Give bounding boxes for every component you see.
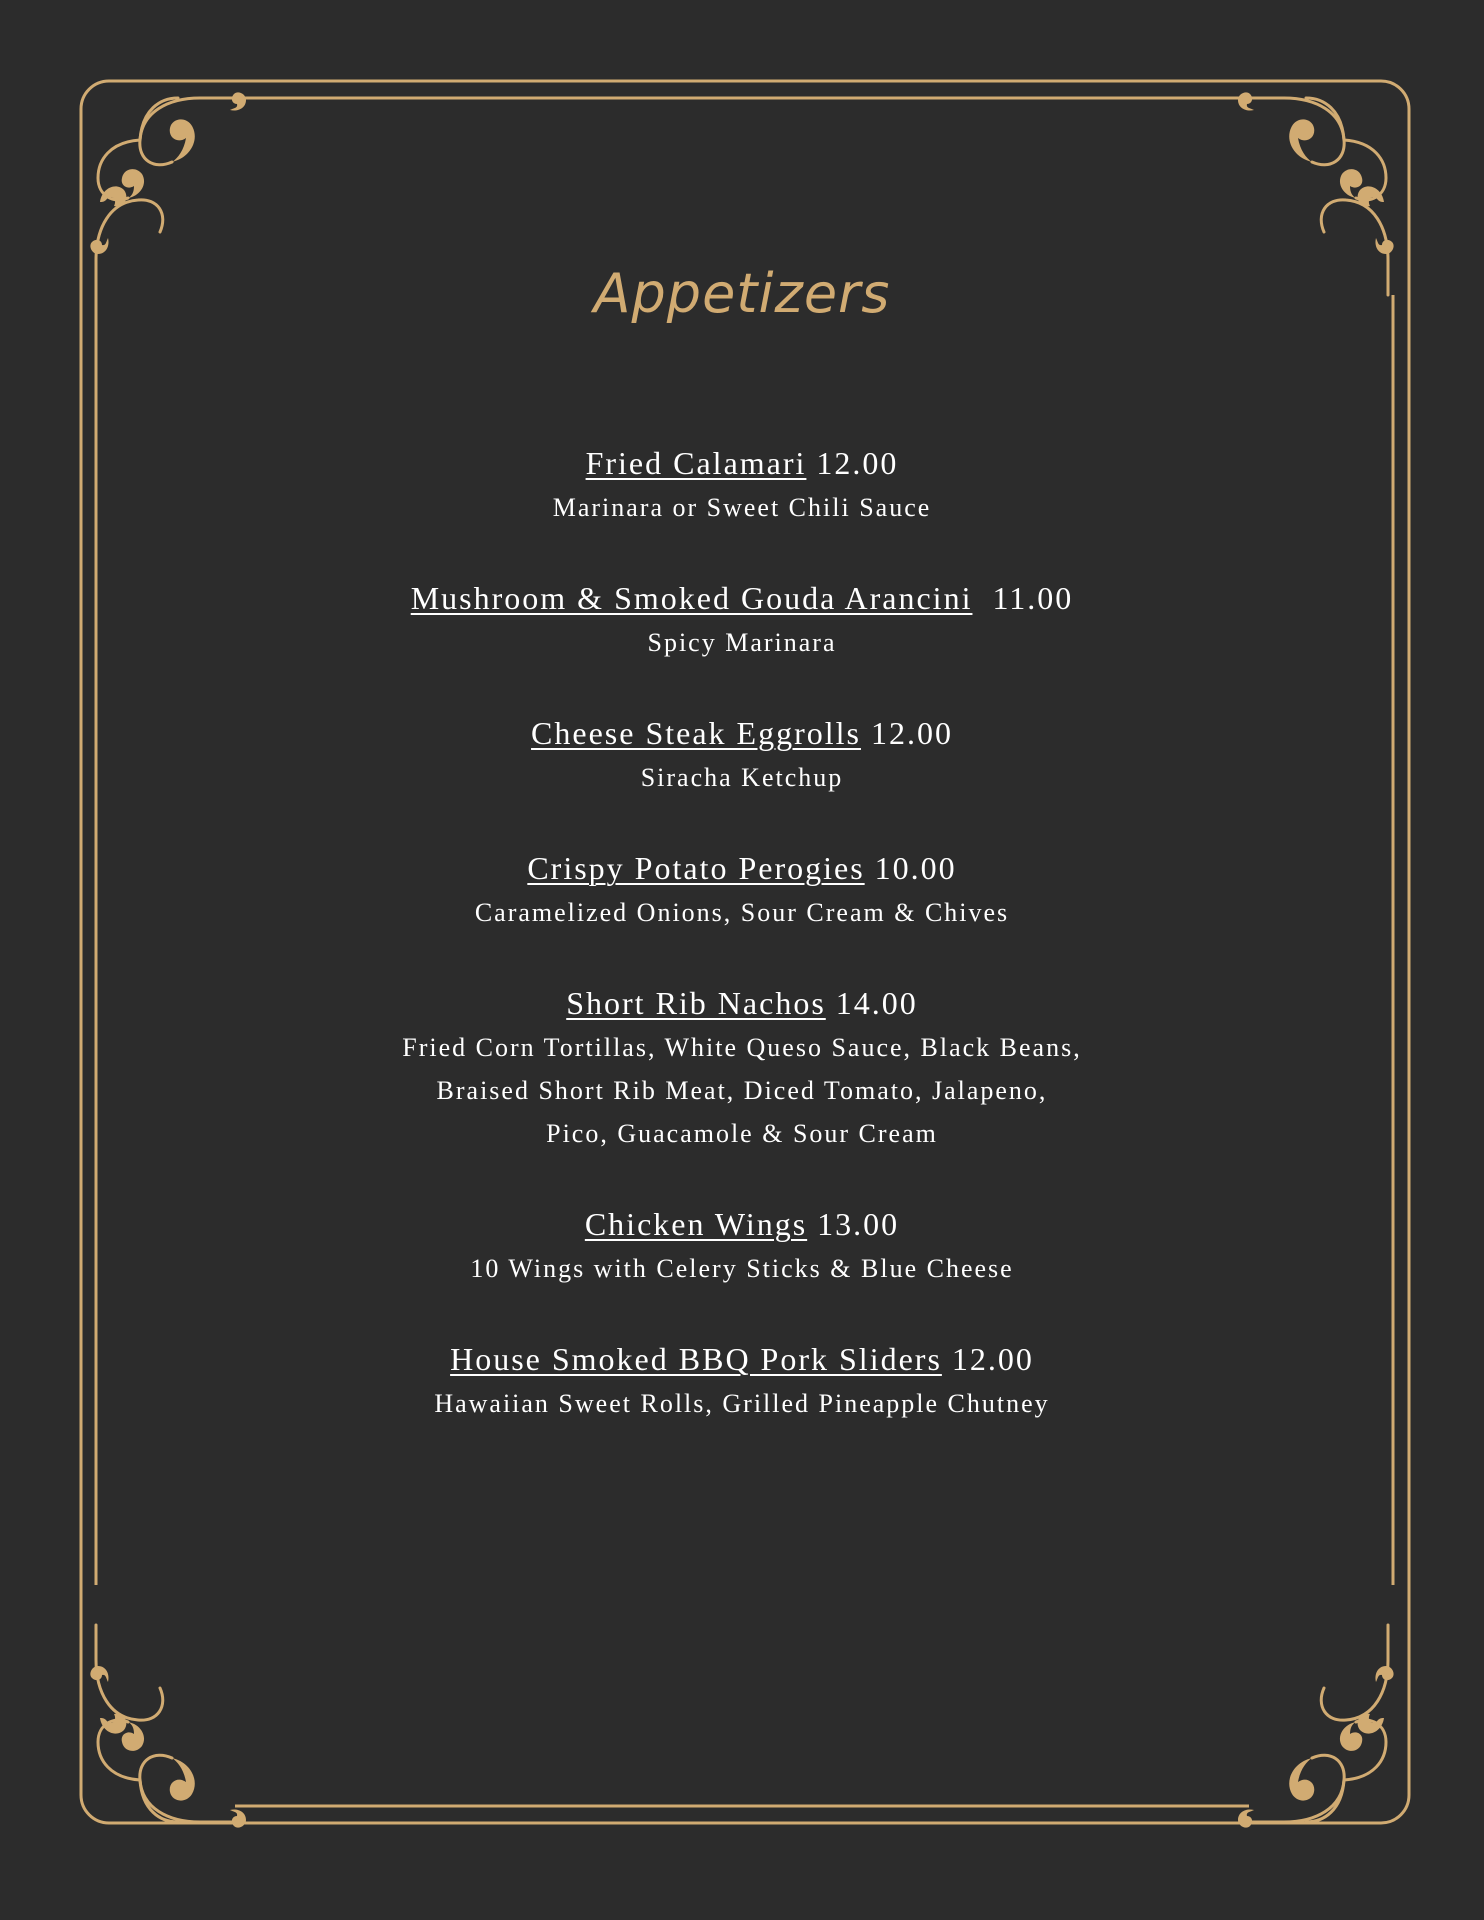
menu-item <box>0 1336 1484 1425</box>
corner-ornament-bottom-right <box>1238 1625 1394 1828</box>
menu-item <box>0 710 1484 799</box>
item-description: Pico, Guacamole & Sour Cream <box>546 1119 938 1148</box>
item-description: Marinara or Sweet Chili Sauce <box>552 493 932 522</box>
item-price: 13.00 <box>817 1206 900 1242</box>
item-name: Cheese Steak Eggrolls <box>531 715 861 751</box>
menu-item <box>0 980 1484 1155</box>
item-name: Mushroom & Smoked Gouda Arancini <box>410 580 973 616</box>
item-name: Short Rib Nachos <box>566 985 826 1021</box>
item-description: Braised Short Rib Meat, Diced Tomato, Jalapeno, <box>436 1076 1048 1105</box>
menu-item <box>0 440 1484 529</box>
item-price: 10.00 <box>874 850 957 886</box>
item-price: 11.00 <box>992 580 1074 616</box>
item-price: 14.00 <box>835 985 918 1021</box>
item-price: 12.00 <box>816 445 899 481</box>
item-description: 10 Wings with Celery Sticks & Blue Cheese <box>470 1254 1014 1283</box>
menu-item <box>0 845 1484 934</box>
menu-item <box>0 575 1484 664</box>
item-name: House Smoked BBQ Pork Sliders <box>450 1341 942 1377</box>
item-name: Fried Calamari <box>585 445 807 481</box>
menu-list <box>0 440 1484 1471</box>
menu-title: Appetizers <box>593 262 891 325</box>
item-description: Hawaiian Sweet Rolls, Grilled Pineapple Chutney <box>434 1389 1050 1418</box>
item-name: Chicken Wings <box>584 1206 808 1242</box>
menu-item <box>0 1201 1484 1290</box>
corner-ornament-bottom-left <box>90 1625 246 1828</box>
item-price: 12.00 <box>951 1341 1034 1377</box>
item-description: Siracha Ketchup <box>640 763 844 792</box>
item-description: Spicy Marinara <box>647 628 837 657</box>
item-description: Caramelized Onions, Sour Cream & Chives <box>474 898 1010 927</box>
item-name: Crispy Potato Perogies <box>527 850 865 886</box>
item-price: 12.00 <box>870 715 953 751</box>
item-description: Fried Corn Tortillas, White Queso Sauce, Black Beans, <box>402 1033 1082 1062</box>
